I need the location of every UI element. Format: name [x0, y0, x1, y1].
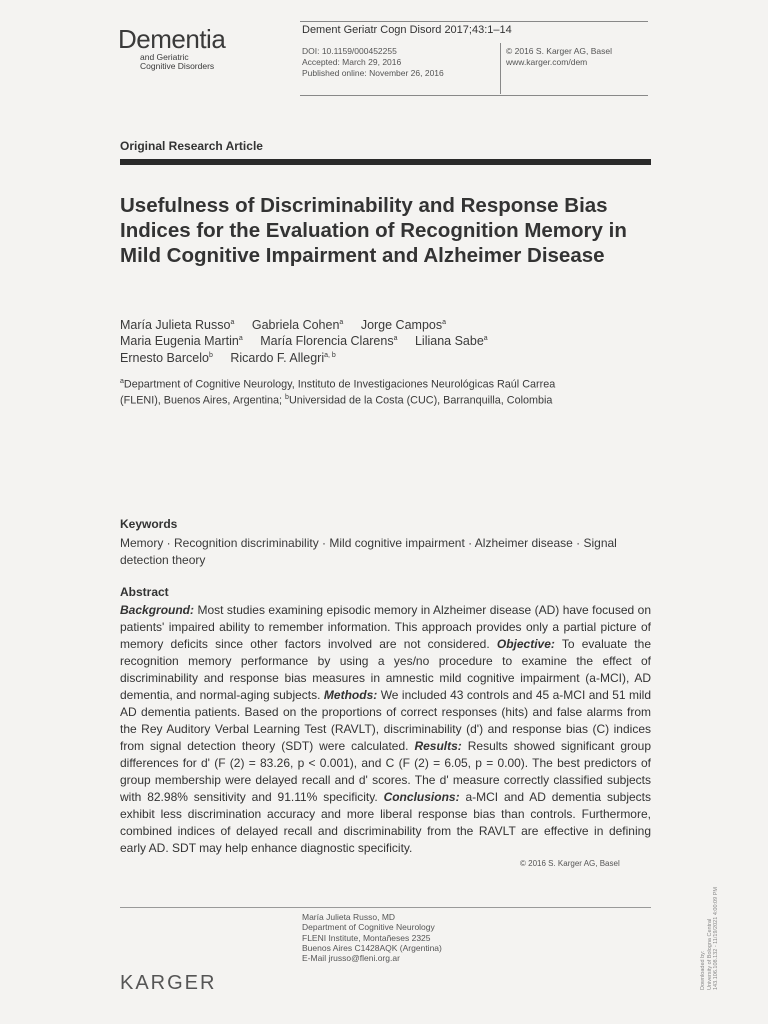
abstract-body — [120, 602, 651, 857]
author-name: Gabriela Cohen — [251, 318, 340, 332]
abstract-heading: Abstract — [120, 585, 169, 599]
header-copyright: © 2016 S. Karger AG, Basel — [506, 46, 612, 56]
author-affiliation-mark: a — [230, 318, 235, 326]
download-stamp — [700, 860, 720, 990]
abstract-objective-label: Objective: — [496, 637, 555, 651]
download-stamp-line: Downloaded by: — [700, 950, 706, 990]
author-name: Maria Eugenia Martin — [120, 334, 239, 348]
footer-rule — [120, 907, 651, 908]
journal-citation: Dement Geriatr Cogn Disord 2017;43:1–14 — [302, 24, 512, 36]
abstract-objective: To evaluate the recognition memory performance by using a yes/no procedure to examine the effect of discriminability and response bias measures in amnestic mild cognitive impairment (a-MCI), AD dementia, and normal-aging subjects. — [120, 637, 651, 702]
author-affiliation-mark: a — [238, 334, 243, 342]
abstract-copyright: © 2016 S. Karger AG, Basel — [520, 859, 620, 868]
accepted-date: Accepted: March 29, 2016 — [302, 57, 402, 67]
affiliation-a: Department of Cognitive Neurology, Instituto de Investigaciones Neurológicas Raúl Carrea — [123, 378, 556, 391]
keywords-heading: Keywords — [120, 517, 178, 531]
author-name: Ricardo F. Allegri — [230, 351, 325, 365]
journal-logo: Dementia — [118, 24, 226, 54]
abstract-results: Results showed significant group differences for d' (F (2) = 83.26, p < 0.001), and C (F (2) = 6.05, p = 0.00). The best predictors of group membership were delayed recall and d' scores. The d' measure correctly classified subjects with 82.98% sensitivity and 91.11% specificity. — [120, 739, 652, 804]
journal-website-link[interactable]: www.karger.com/dem — [506, 57, 588, 67]
doi: DOI: 10.1159/000452255 — [302, 46, 397, 56]
author-affiliation-mark: a — [339, 318, 344, 326]
abstract-conclusions-label: Conclusions: — [383, 790, 460, 804]
journal-logo-subtitle-2: Cognitive Disorders — [140, 61, 215, 71]
author-affiliation-mark: a, b — [324, 351, 336, 359]
abstract-results-label: Results: — [414, 739, 462, 753]
author-name: Jorge Campos — [360, 318, 443, 332]
article-title: Usefulness of Discriminability and Response Bias Indices for the Evaluation of Recognition Memory in Mild Cognitive Impairment and Alzheimer Disease — [120, 194, 627, 267]
author-name: Ernesto Barcelo — [120, 351, 209, 365]
author-line-3 — [120, 351, 336, 365]
article-type: Original Research Article — [120, 139, 263, 153]
abstract-conclusions: a-MCI and AD dementia subjects exhibit less discrimination accuracy and more liberal response bias than controls. Furthermore, combined indices of delayed recall and discriminability from the RAVLT are effective in defining early AD. SDT may help enhance diagnostic specificity. — [120, 790, 652, 855]
author-line-1 — [120, 318, 446, 332]
author-affiliation-mark: b — [208, 351, 213, 359]
article-type-rule — [120, 159, 651, 165]
author-affiliation-mark: a — [393, 334, 398, 342]
keywords-text: Memory · Recognition discriminability · Mild cognitive impairment · Alzheimer disease · Signal detection theory — [120, 536, 617, 567]
author-name: Liliana Sabe — [414, 334, 484, 348]
affiliation-mark-b: b — [285, 394, 289, 401]
abstract-methods: We included 43 controls and 45 a-MCI and 51 mild AD dementia patients. Based on the proportions of correct responses (hits) and false alarms from the Rey Auditory Verbal Learning Test (RAVLT), discriminability (d') and response bias (C) indices from signal detection theory (SDT) were calculated. — [120, 688, 651, 753]
correspondence-department: Department of Cognitive Neurology — [302, 922, 435, 933]
affiliation-a-location: (FLENI), Buenos Aires, Argentina; — [120, 394, 286, 407]
correspondence-institute: FLENI Institute, Montañeses 2325 — [302, 932, 431, 943]
author-line-2 — [120, 334, 488, 348]
correspondence-name: María Julieta Russo, MD — [302, 912, 396, 922]
affiliation-line-1 — [120, 378, 555, 391]
affiliation-mark-a: a — [120, 378, 124, 385]
affiliation-b: Universidad de la Costa (CUC), Barranquilla, Colombia — [288, 394, 553, 407]
download-stamp-line: University of Bologna Central — [706, 918, 713, 990]
abstract-background-label: Background: — [120, 603, 195, 617]
header-divider — [500, 43, 501, 94]
correspondence-email[interactable]: E-Mail jrusso@fleni.org.ar — [302, 953, 400, 964]
download-stamp-line: 143.106.108.132 - 11/19/2021 4:00:09 PM — [713, 887, 719, 990]
author-name: María Julieta Russo — [120, 318, 231, 332]
publisher-logo: KARGER — [120, 972, 217, 994]
correspondence-city: Buenos Aires C1428AQK (Argentina) — [302, 942, 442, 953]
author-name: María Florencia Clarens — [260, 334, 394, 348]
journal-logo-subtitle-1: and Geriatric — [140, 52, 189, 62]
author-affiliation-mark: a — [483, 334, 488, 342]
affiliation-line-2 — [120, 394, 552, 407]
published-date: Published online: November 26, 2016 — [302, 68, 444, 78]
correspondence-address — [302, 912, 442, 963]
abstract-background: Most studies examining episodic memory in Alzheimer disease (AD) have focused on patients' impaired ability to remember information. This approach provides only a partial picture of memory deficits since other factors involved are not considered. — [120, 603, 651, 651]
abstract-methods-label: Methods: — [323, 688, 378, 702]
author-affiliation-mark: a — [442, 318, 447, 326]
